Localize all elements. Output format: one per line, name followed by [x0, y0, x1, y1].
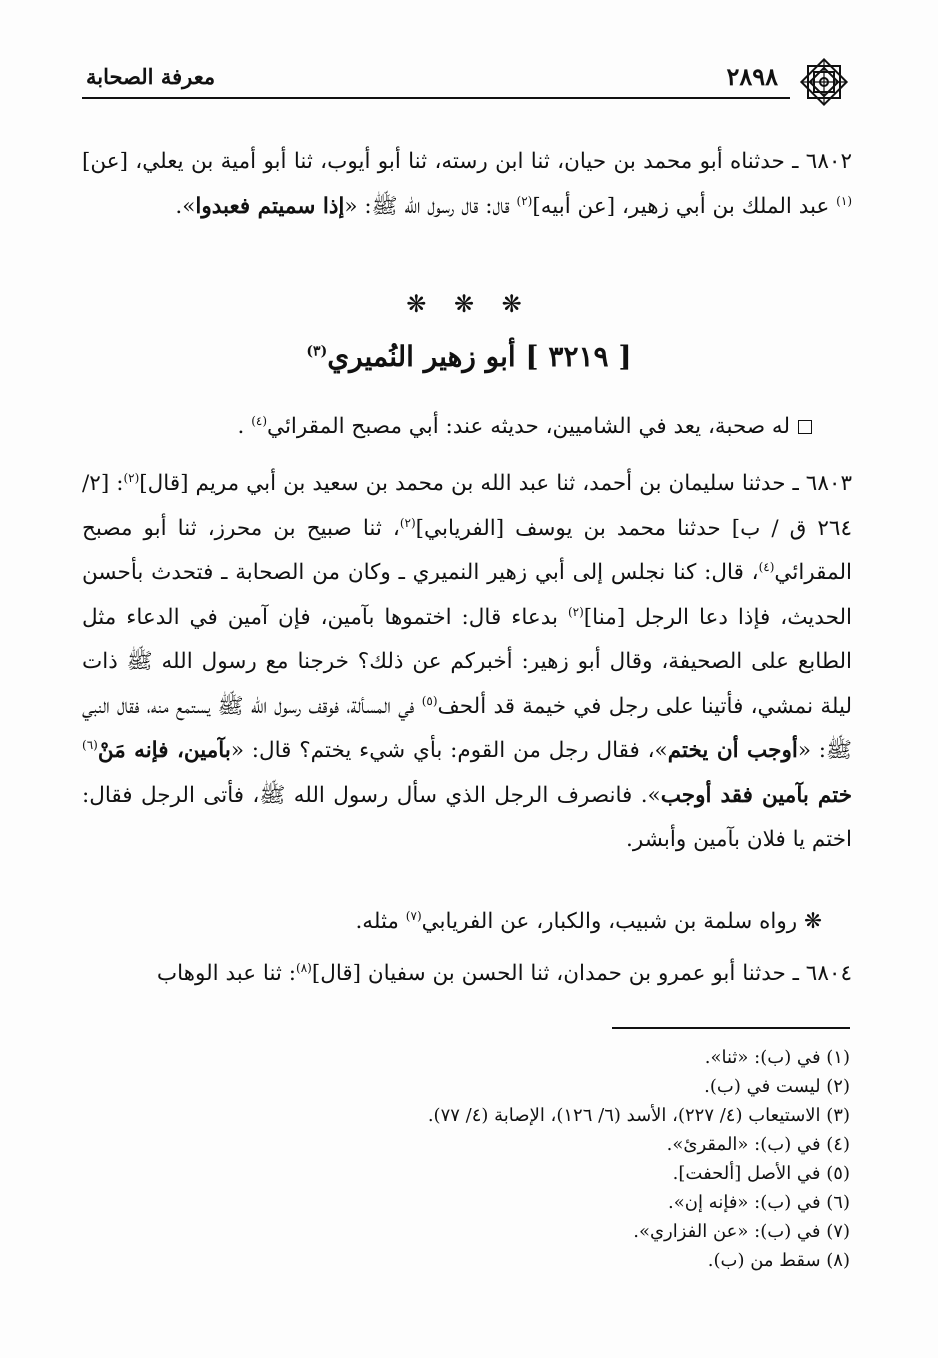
- entry-6802-line2c: قال: قال رسول الله ﷺ: «: [344, 193, 517, 219]
- header-rule: [82, 97, 790, 99]
- footnote: (١) في (ب): «ثنا».: [704, 1047, 850, 1068]
- entry-6804-text: : ثنا عبد الوهاب: [156, 961, 296, 986]
- footnote-ref: (٦): [82, 737, 98, 752]
- hadith-text: أوجب أن يختم: [667, 738, 798, 763]
- footnotes: [90, 1043, 850, 1275]
- entry-6802-line2b: عبد الملك بن أبي زهير، [عن أبيه]: [532, 193, 837, 219]
- entry-6803-text: ٦٨٠٣ ـ حدثنا سليمان بن أحمد، ثنا عبد الله بن محمد بن سعيد بن أبي مريم [قال]: [139, 471, 852, 496]
- hadith-text: بآمين، فإنه مَنْ: [97, 738, 231, 763]
- section-heading: [0, 340, 938, 373]
- narration-note: [82, 900, 822, 945]
- footnote-ref: (٥): [421, 693, 438, 708]
- footnote-rule: [612, 1027, 850, 1029]
- entry-6803-text: ، قال: كنا نجلس إلى أبي زهير النميري ـ وكان من الصحابة ـ فتحدث بأحسن الحديث، فإذا دعا الرجل [منا]: [82, 560, 852, 630]
- entry-6803-text: : [٢/ ٢٦٤ ق / ب] حدثنا محمد بن يوسف [الفريابي]: [82, 471, 852, 541]
- octagram-ornament-icon: [796, 54, 852, 110]
- entry-6803-text: ، ثنا صبيح بن محرز، ثنا أبو مصبح المقرائي: [82, 515, 852, 585]
- footnote-ref: (٤): [758, 559, 775, 574]
- footnote-ref: (٢): [567, 604, 584, 619]
- intro-end: .: [237, 414, 252, 439]
- footnote-ref: (٢): [123, 470, 140, 485]
- footnote-ref: (٧): [405, 908, 422, 923]
- entry-6802-line2d: ».: [175, 193, 196, 219]
- entry-6803-text: في المسألة، فوقف رسول الله ﷺ يستمع منه، فقال النبي ﷺ: «: [82, 693, 852, 763]
- footnote-ref: (١): [836, 193, 852, 208]
- footnote: (٦) في (ب): «فإنه إن».: [668, 1192, 850, 1213]
- hadith-text: إذا سميتم فعبدوا: [195, 193, 345, 219]
- hadith-text: ختم بآمين فقد أوجب: [660, 782, 852, 808]
- footnote-ref: (٣): [306, 343, 328, 360]
- intro-text: له صحبة، يعد في الشاميين، حديثه عند: أبي مصبح المقرائي: [267, 414, 790, 439]
- entry-6802-line2a: يعلي، [عن]: [82, 149, 184, 174]
- entry-6802: [82, 140, 852, 229]
- footnote: (٥) في الأصل [ألحفت].: [672, 1163, 850, 1184]
- footnote: (٧) في (ب): «عن الفزاري».: [633, 1221, 850, 1242]
- footnote: (٢) ليست في (ب).: [704, 1076, 850, 1097]
- entry-6803-text: ». فانصرف الرجل الذي سأل رسول الله ﷺ، فأتى الرجل فقال: اختم يا فلان بآمين وأبشر.: [82, 782, 852, 852]
- narration-text: ❋ رواه سلمة بن شبيب، والكبار، عن الفريابي: [421, 909, 822, 934]
- entry-6803-text: »، فقال رجل من القوم: بأي شيء يختم؟ قال: «: [230, 738, 668, 763]
- page-header: [82, 60, 852, 100]
- footnote-ref: (٢): [399, 515, 416, 530]
- intro-paragraph: [82, 405, 812, 450]
- page-number: ٢٨٩٨: [726, 62, 778, 91]
- footnote-ref: (٨): [296, 960, 312, 975]
- book-title: معرفة الصحابة: [86, 64, 216, 89]
- entry-6803: [82, 462, 852, 863]
- narration-end: مثله.: [355, 909, 406, 934]
- section-number: [ ٣٢١٩ ]: [525, 340, 632, 373]
- entry-6803-text: بدعاء قال: اختموها بآمين، فإن آمين في الدعاء مثل الطابع على الصحيفة، وقال أبو زهير: أخبركم عن ذلك؟ خرجنا مع رسول الله ﷺ ذات ليلة نمشي، فأتينا على رجل في خيمة قد ألحف: [82, 604, 852, 719]
- footnote: (٤) في (ب): «المقرئ».: [666, 1134, 850, 1155]
- footnote-ref: (٤): [251, 413, 268, 428]
- footnote: (٨) سقط من (ب).: [707, 1250, 850, 1271]
- square-bullet-icon: [798, 420, 812, 434]
- section-separator: ❋ ❋ ❋: [406, 290, 532, 318]
- entry-6804-text: ٦٨٠٤ ـ حدثنا أبو عمرو بن حمدان، ثنا الحسن بن سفيان [قال]: [311, 961, 852, 986]
- entry-6802-line1: ٦٨٠٢ ـ حدثناه أبو محمد بن حيان، ثنا ابن رسته، ثنا أبو أيوب، ثنا أبو أمية بن: [190, 149, 852, 174]
- section-name: أبو زهير النُميري: [327, 340, 516, 373]
- entry-6804: [82, 952, 852, 997]
- footnote-ref: (٢): [516, 193, 533, 208]
- footnote: (٣) الاستيعاب (٤/ ٢٢٧)، الأسد (٦/ ١٢٦)، الإصابة (٤/ ٧٧).: [427, 1105, 850, 1126]
